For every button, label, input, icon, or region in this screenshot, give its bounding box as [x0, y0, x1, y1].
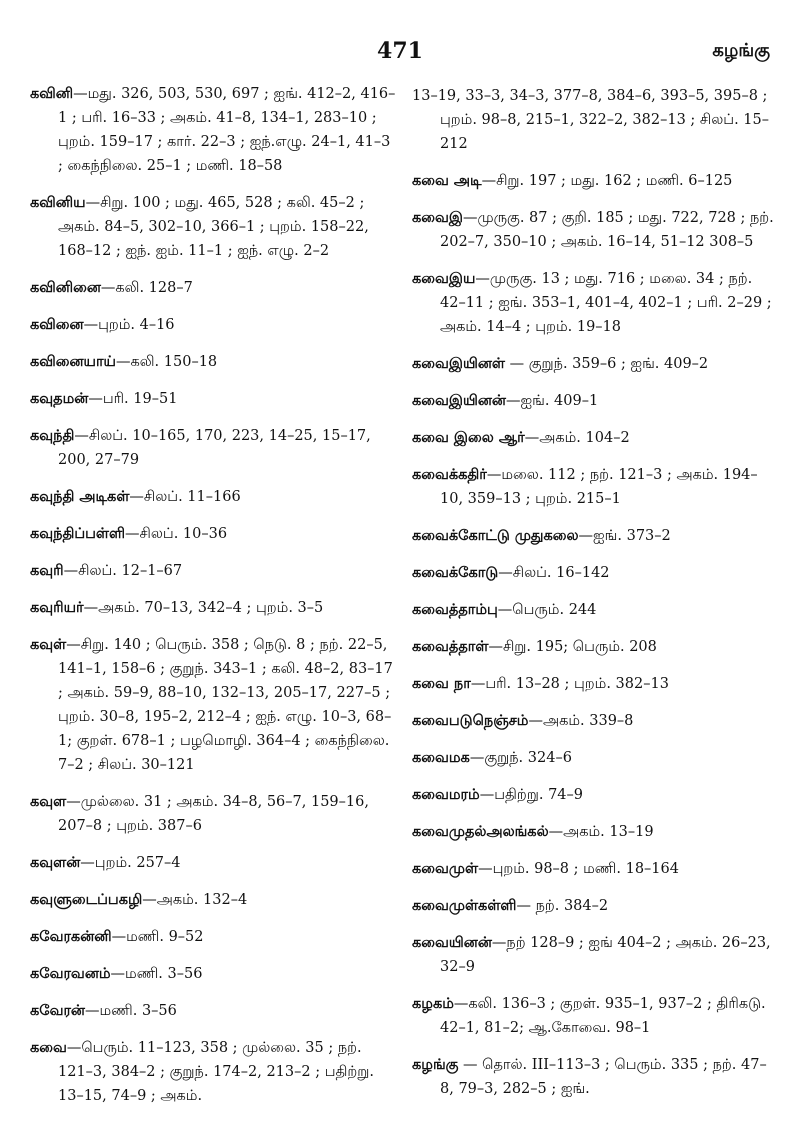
entry-headword: கவுள [30, 793, 67, 810]
entry-references: சிறு. 195; பெரும். 208 [502, 639, 657, 655]
index-entry [30, 925, 398, 949]
index-entry [412, 426, 780, 450]
entry-headword: கவைபடுநெஞ்சம் [412, 712, 529, 729]
entry-separator: — [469, 750, 485, 766]
entry-separator: — [66, 637, 81, 653]
index-entry [412, 598, 780, 622]
entry-separator: — [462, 210, 478, 226]
index-entry [412, 672, 780, 696]
entry-separator: — [475, 271, 490, 287]
entry-headword: கவை நா [412, 675, 471, 692]
entry-references: மது. 326, 503, 530, 697 ; ஐங். 412–2, 416–1 ; பரி. 16–33 ; அகம். 41–8, 134–1, 283–10 ; புறம். 159–17 ; கார். 22–3 ; ஐந்.எழு. 24–1, 41–3 ; கைந்நிலை. 25–1 ; மணி. 18–58 [58, 86, 396, 174]
index-entry [412, 169, 780, 193]
entry-headword: கவுள் [30, 636, 67, 653]
entry-headword: கவுளுடைப்பகழி [30, 891, 143, 908]
entry-headword: கவை [30, 1039, 67, 1056]
index-entry [30, 313, 398, 337]
entry-headword: கவை அடி [412, 172, 482, 189]
entry-references: குறுந். 359–6 ; ஐங். 409–2 [528, 356, 709, 372]
entry-separator: — [505, 393, 521, 409]
entry-references: அகம். 339–8 [542, 713, 634, 729]
index-entry [30, 1036, 398, 1108]
entry-references: முருகு. 13 ; மது. 716 ; மலை. 34 ; நற். 42–11 ; ஐங். 353–1, 401–4, 402–1 ; பரி. 2–29 ; அகம். 14–4 ; புறம். 19–18 [440, 271, 772, 335]
entry-separator: — [100, 280, 116, 296]
entry-headword: கவேரன் [30, 1002, 85, 1019]
entry-headword: கவைக்கோடு [412, 564, 499, 581]
entry-headword: கவுந்தி [30, 427, 75, 444]
index-entry [412, 463, 780, 511]
entry-separator: — [491, 935, 507, 951]
index-entry [30, 350, 398, 374]
entry-separator: — [111, 929, 127, 945]
entry-references: அகம். 13–19 [563, 824, 654, 840]
index-entry [412, 635, 780, 659]
right-column [412, 84, 780, 1114]
index-entry [30, 424, 398, 472]
index-entry [30, 191, 398, 263]
index-entry [412, 267, 780, 339]
entry-references: மணி. 3–56 [125, 966, 203, 982]
index-entry [412, 857, 780, 881]
left-column [30, 82, 398, 1121]
entry-references: மணி. 3–56 [99, 1003, 177, 1019]
entry-references: கலி. 128–7 [115, 280, 193, 296]
entry-separator: — [578, 528, 594, 544]
entry-references: சிலப். 10–36 [139, 526, 228, 542]
entry-references: தொல். III–113–3 ; பெரும். 335 ; நற். 47–8, 79–3, 282–5 ; ஐங். [440, 1057, 767, 1097]
entry-separator: — [481, 173, 497, 189]
entry-references: மணி. 9–52 [126, 929, 204, 945]
entry-headword: கவைக்கோட்டு முதுகலை [412, 527, 579, 544]
entry-separator: — [142, 892, 157, 908]
entry-separator: — [116, 354, 131, 370]
index-entry [412, 783, 780, 807]
entry-headword: கவேரவனம் [30, 965, 111, 982]
entry-headword: கவைமரம் [412, 786, 480, 803]
entry-headword: கவைமுதல்அலங்கல் [412, 823, 549, 840]
index-entry [412, 746, 780, 770]
index-entry [412, 1053, 780, 1101]
entry-separator: — [110, 966, 126, 982]
running-head: கழங்கு [712, 40, 770, 61]
entry-separator: — [83, 600, 99, 616]
entry-references: கலி. 136–3 ; குறள். 935–1, 937–2 ; திரிகடு. 42–1, 81–2; ஆ.கோவை. 98–1 [440, 996, 766, 1036]
entry-headword: கவுளன் [30, 854, 81, 871]
entry-references: சிலப். 11–166 [143, 489, 241, 505]
index-entry [412, 709, 780, 733]
entry-headword: கவினிய [30, 194, 86, 211]
entry-separator: — [486, 467, 502, 483]
entry-separator: — [524, 430, 540, 446]
entry-references: சிறு. 100 ; மது. 465, 528 ; கலி. 45–2 ; அகம். 84–5, 302–10, 366–1 ; புறம். 158–22, 168–12 ; ஐந். ஐம். 11–1 ; ஐந். எழு. 2–2 [58, 195, 369, 259]
entry-separator: — [85, 195, 101, 211]
index-entry [30, 962, 398, 986]
entry-separator: — [528, 713, 543, 729]
entry-headword: கவினினை [30, 279, 101, 296]
index-entry [412, 206, 780, 254]
index-entry [30, 851, 398, 875]
page-number: 471 [377, 38, 423, 64]
entry-headword: கழகம் [412, 995, 454, 1012]
index-entry [30, 276, 398, 300]
entry-headword: கவைமுள் [412, 860, 479, 877]
entry-references: பரி. 13–28 ; புறம். 382–13 [485, 676, 669, 692]
entry-separator: — [478, 861, 493, 877]
entry-references: முல்லை. 31 ; அகம். 34–8, 56–7, 159–16, 207–8 ; புறம். 387–6 [58, 794, 369, 834]
entry-separator: — [83, 317, 99, 333]
index-entry [30, 522, 398, 546]
index-entry [412, 561, 780, 585]
entry-headword: கவுந்தி அடிகள் [30, 488, 130, 505]
entry-headword: கவுதமன் [30, 390, 89, 407]
index-entry [412, 389, 780, 413]
entry-references: புறம். 4–16 [98, 317, 175, 333]
entry-headword: கவைமுள்கள்ளி [412, 897, 517, 914]
entry-separator: — [479, 787, 495, 803]
entry-headword: கவைஇயினன் [412, 392, 506, 409]
index-entry [30, 387, 398, 411]
entry-references: பெரும். 11–123, 358 ; முல்லை. 35 ; நற். 121–3, 384–2 ; குறுந். 174–2, 213–2 ; பதிற்று. 13–15, 74–9 ; அகம். [58, 1040, 374, 1104]
entry-references: புறம். 98–8 ; மணி. 18–164 [492, 861, 679, 877]
entry-separator: — [125, 526, 140, 542]
entry-references: சிலப். 10–165, 170, 223, 14–25, 15–17, 200, 27–79 [58, 428, 371, 468]
entry-separator: — [498, 565, 513, 581]
entry-references: குறுந். 324–6 [484, 750, 572, 766]
entry-headword: கவினி [30, 85, 74, 102]
entry-references: அகம். 104–2 [539, 430, 630, 446]
entry-headword: கவைத்தாம்பு [412, 601, 498, 618]
index-entry [412, 524, 780, 548]
entry-references: கலி. 150–18 [130, 354, 218, 370]
entry-headword: கவுரியர் [30, 599, 84, 616]
entry-references: பரி. 19–51 [102, 391, 178, 407]
entry-references: அகம். 132–4 [156, 892, 248, 908]
index-entry [30, 790, 398, 838]
entry-separator: — [66, 1040, 82, 1056]
entry-references: மலை. 112 ; நற். 121–3 ; அகம். 194–10, 359–13 ; புறம். 215–1 [440, 467, 758, 507]
entry-references: பதிற்று. 74–9 [494, 787, 584, 803]
index-entry [30, 485, 398, 509]
entry-headword: கவைஇய [412, 270, 476, 287]
entry-headword: கழங்கு [412, 1056, 459, 1073]
entry-headword: கவைக்கதிர் [412, 466, 487, 483]
index-entry [30, 999, 398, 1023]
entry-separator: — [74, 428, 89, 444]
index-entry [412, 84, 780, 156]
entry-separator: — [63, 563, 79, 579]
entry-headword: கவேரகன்னி [30, 928, 112, 945]
entry-headword: கவைமக [412, 749, 470, 766]
entry-headword: கவைஇயினள் [412, 355, 506, 372]
entry-headword: கவைஇ [412, 209, 463, 226]
entry-separator: — [80, 855, 95, 871]
entry-separator: — [505, 356, 529, 372]
entry-headword: கவுரி [30, 562, 64, 579]
index-entry [30, 888, 398, 912]
index-entry [30, 82, 398, 178]
entry-references: 13–19, 33–3, 34–3, 377–8, 384–6, 393–5, 395–8 ; புறம். 98–8, 215–1, 322–2, 382–13 ; சிலப். 15–212 [412, 88, 770, 152]
entry-references: நற் 128–9 ; ஐங் 404–2 ; அகம். 26–23, 32–9 [440, 935, 771, 975]
entry-separator: — [73, 86, 88, 102]
entry-references: பெரும். 244 [512, 602, 597, 618]
entry-headword: கவையினன் [412, 934, 492, 951]
entry-headword: கவுந்திப்பள்ளி [30, 525, 126, 542]
entry-separator: — [516, 898, 536, 914]
entry-references: சிறு. 140 ; பெரும். 358 ; நெடு. 8 ; நற். 22–5, 141–1, 158–6 ; குறுந். 343–1 ; கலி. 48–2, 83–17 ; அகம். 59–9, 88–10, 132–13, 205–17, 227–5 ; புறம். 30–8, 195–2, 212–4 ; ஐந். எழு. 10–3, 68–1; குறள். 678–1 ; பழமொழி. 364–4 ; கைந்நிலை. 7–2 ; சிலப். 30–121 [58, 637, 393, 773]
entry-separator: — [453, 996, 469, 1012]
entry-separator: — [548, 824, 564, 840]
entry-references: ஐங். 409–1 [520, 393, 599, 409]
index-entry [412, 352, 780, 376]
entry-references: ஐங். 373–2 [593, 528, 671, 544]
entry-separator: — [470, 676, 486, 692]
entry-separator: — [488, 639, 503, 655]
entry-separator: — [66, 794, 81, 810]
index-entry [30, 596, 398, 620]
index-entry [412, 931, 780, 979]
entry-separator: — [129, 489, 144, 505]
entry-separator: — [88, 391, 103, 407]
entry-separator: — [458, 1057, 483, 1073]
index-entry [412, 894, 780, 918]
entry-headword: கவினை [30, 316, 84, 333]
entry-headword: கவை இலை ஆர் [412, 429, 525, 446]
entry-references: முருகு. 87 ; குறி. 185 ; மது. 722, 728 ; நற். 202–7, 350–10 ; அகம். 16–14, 51–12 308–5 [440, 210, 774, 250]
index-entry [412, 992, 780, 1040]
entry-references: சிலப். 16–142 [512, 565, 610, 581]
entry-references: புறம். 257–4 [94, 855, 181, 871]
index-entry [30, 633, 398, 777]
entry-references: அகம். 70–13, 342–4 ; புறம். 3–5 [98, 600, 324, 616]
entry-headword: கவைத்தாள் [412, 638, 489, 655]
entry-separator: — [497, 602, 513, 618]
entry-references: சிலப். 12–1–67 [78, 563, 183, 579]
entry-separator: — [85, 1003, 100, 1019]
index-entry [412, 820, 780, 844]
index-entry [30, 559, 398, 583]
entry-headword: கவினையாய் [30, 353, 116, 370]
entry-references: நற். 384–2 [535, 898, 609, 914]
entry-references: சிறு. 197 ; மது. 162 ; மணி. 6–125 [496, 173, 733, 189]
